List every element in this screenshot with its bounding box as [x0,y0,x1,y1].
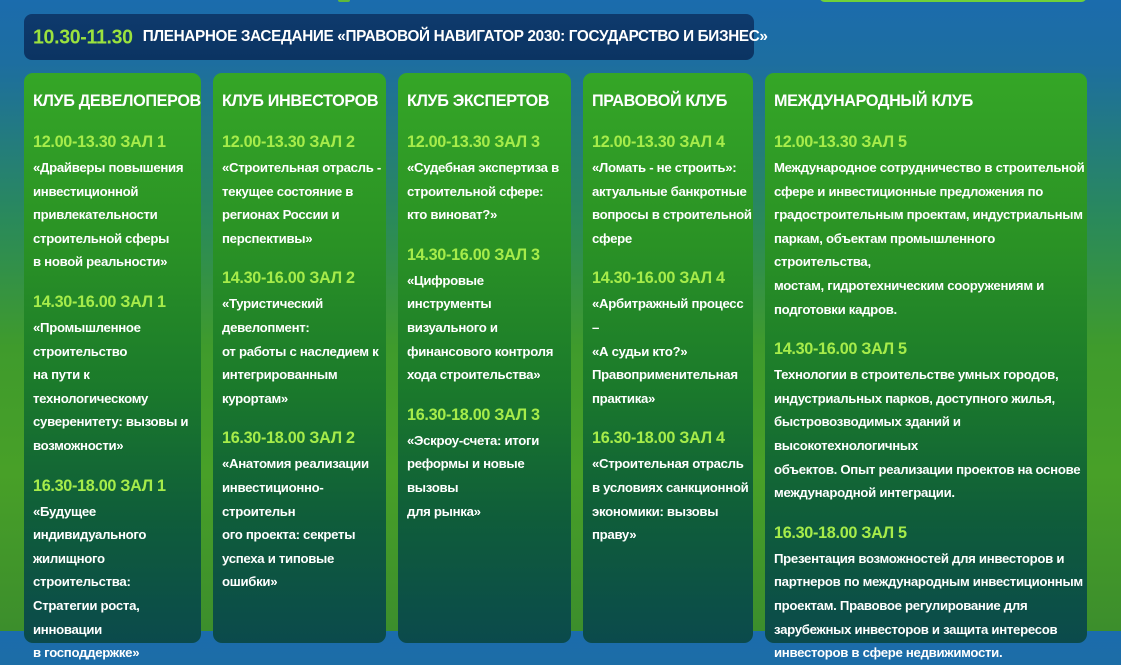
session-description: «Будущее индивидуального жилищного строительства: Стратегии роста, инновации в господдержке» [33,503,147,661]
session [774,339,1087,505]
session [33,476,201,665]
session-description: «Арбитражный процесс – «А судьи кто?» Правоприменительная практика» [592,296,744,406]
session-time: 12.00-13.30 ЗАЛ 5 [774,133,907,151]
session-time: 12.00-13.30 ЗАЛ 1 [33,133,166,151]
session-time: 16.30-18.00 ЗАЛ 4 [592,429,725,448]
club-title: ПРАВОВОЙ КЛУБ [592,92,727,110]
club-column-developers [24,73,201,661]
session-description: Презентация возможностей для инвесторов и партнеров по международным инвестиционным проектам. Правовое регулирование для зарубежных инвесторов и защита интересов инвесторов в сфере недвижимости. [774,550,1083,661]
club-column-experts [398,73,571,643]
session-time: 16.30-18.00 ЗАЛ 1 [33,476,166,495]
session [33,292,201,458]
plenary-title: ПЛЕНАРНОЕ ЗАСЕДАНИЕ «ПРАВОВОЙ НАВИГАТОР 2030: ГОСУДАРСТВО И БИЗНЕС» [142,28,768,45]
session [774,523,1087,665]
session-time: 14.30-16.00 ЗАЛ 5 [774,340,907,359]
session-description: «Анатомия реализации инвестиционно-строительн ого проекта: секреты успеха и типовые ошибки» [222,456,369,590]
club-title: КЛУБ ДЕВЕЛОПЕРОВ [33,92,201,110]
session [407,245,571,387]
session-description: «Цифровые инструменты визуального и финансового контроля хода строительства» [407,272,554,383]
session [407,405,571,523]
club-title: МЕЖДУНАРОДНЫЙ КЛУБ [774,92,973,110]
top-accent-bar [819,0,1087,2]
club-column-international [765,73,1087,661]
plenary-time: 10.30-11.30 [33,24,133,49]
session [592,428,753,546]
session-time: 16.30-18.00 ЗАЛ 2 [222,429,355,448]
session-time: 12.00-13.30 ЗАЛ 4 [592,133,725,151]
session-description: «Строительная отрасль в условиях санкционной экономики: вызовы праву» [592,456,749,543]
plenary-banner [24,14,768,60]
session [222,132,386,250]
session-time: 16.30-18.00 ЗАЛ 5 [774,523,907,542]
session [592,268,753,410]
club-title: КЛУБ ИНВЕСТОРОВ [222,92,379,110]
session-description: «Эскроу-счета: итоги реформы и новые вызовы для рынка» [407,432,540,519]
top-decor-mark [338,0,350,2]
session [592,132,753,250]
session [222,268,386,410]
session-description: «Промышленное строительство на пути к технологическому суверенитету: вызовы и возможности» [33,319,189,453]
session-time: 12.00-13.30 ЗАЛ 3 [407,133,540,151]
session [33,132,201,274]
session-time: 16.30-18.00 ЗАЛ 3 [407,405,540,424]
session [407,132,571,227]
session-time: 14.30-16.00 ЗАЛ 4 [592,269,725,288]
session-description: Технологии в строительстве умных городов, индустриальных парков, доступного жилья, быстровозводимых зданий и высокотехнологичных объектов. Опыт реализации проектов на основе международной интеграции. [774,367,1081,501]
session-description: «Ломать - не строить»: актуальные банкротные вопросы в строительной сфере [592,160,752,246]
session-time: 14.30-16.00 ЗАЛ 2 [222,269,355,288]
session [222,428,386,594]
session-time: 12.00-13.30 ЗАЛ 2 [222,133,355,151]
session-description: Международное сотрудничество в строительной сфере и инвестиционные предложения по градостроительным проектам, индустриальным паркам, объектам промышленного строительства, мостам, гидротехническим сооружениям и подготовки кадров. [774,160,1085,317]
session-description: «Строительная отрасль - текущее состояние в регионах России и перспективы» [222,160,382,246]
session-description: «Драйверы повышения инвестиционной привлекательности строительной сферы в новой реальности» [33,160,184,270]
session-description: «Судебная экспертиза в строительной сфере: кто виноват?» [407,160,559,223]
session-description: «Туристический девелопмент: от работы с наследием к интегрированным курортам» [222,296,379,406]
session-time: 14.30-16.00 ЗАЛ 1 [33,292,166,311]
club-column-investors [213,73,386,643]
session [774,132,1087,321]
club-column-legal [583,73,753,643]
session-time: 14.30-16.00 ЗАЛ 3 [407,245,540,264]
club-title: КЛУБ ЭКСПЕРТОВ [407,92,550,110]
